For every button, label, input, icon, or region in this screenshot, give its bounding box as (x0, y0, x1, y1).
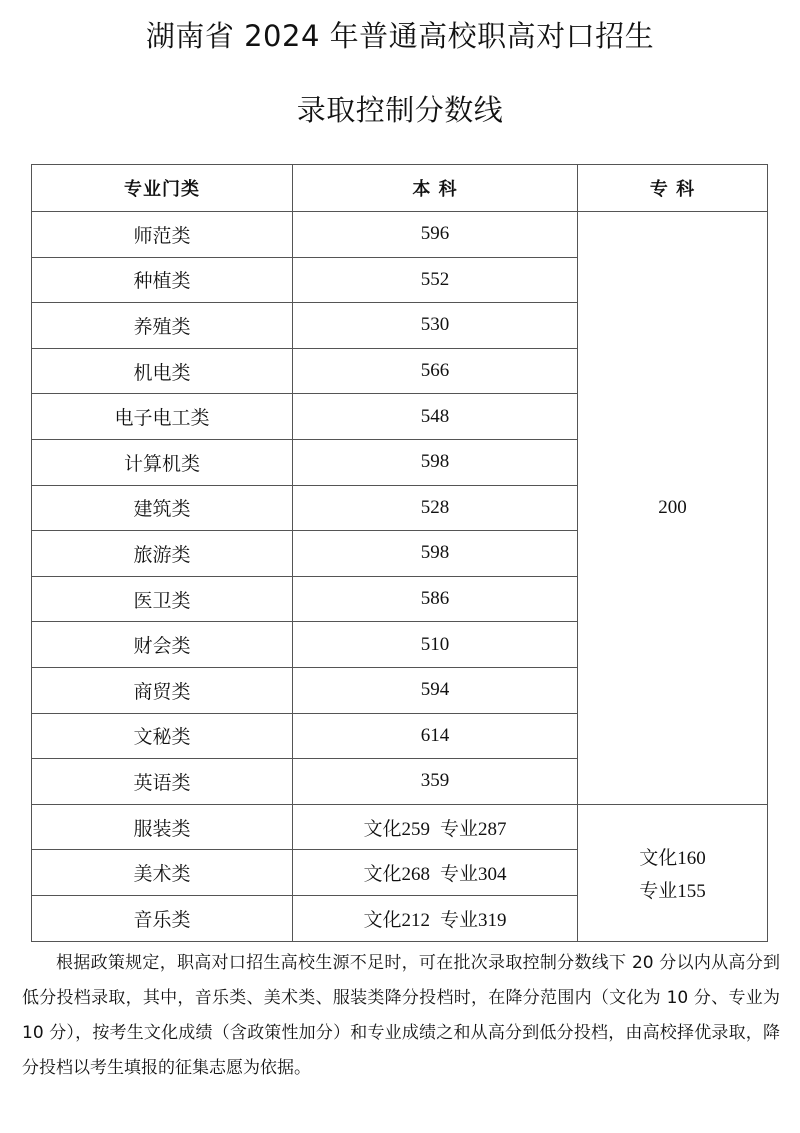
undergrad-score-cell: 596 (293, 212, 578, 258)
culture-score: 212 (401, 909, 430, 931)
page-title: 湖南省 2024 年普通高校职高对口招生 (145, 19, 655, 53)
category-cell: 养殖类 (32, 303, 293, 349)
major-label: 专业 (440, 817, 479, 840)
category-cell: 财会类 (32, 622, 293, 668)
culture-label: 文化 (363, 908, 402, 931)
major-label: 专业 (440, 908, 479, 931)
header-undergrad: 本 科 (293, 165, 578, 212)
undergrad-score-cell (293, 895, 578, 941)
culture-label: 文化 (639, 846, 678, 869)
undergrad-score-cell: 566 (293, 348, 578, 394)
category-cell: 医卫类 (32, 576, 293, 622)
major-line (578, 876, 767, 903)
undergrad-score-cell: 528 (293, 485, 578, 531)
category-cell: 旅游类 (32, 531, 293, 577)
major-score: 319 (478, 909, 507, 931)
culture-score: 160 (677, 847, 706, 869)
undergrad-score-cell: 530 (293, 303, 578, 349)
table-header-row (32, 165, 768, 212)
score-table (31, 164, 768, 942)
undergrad-score-cell: 359 (293, 759, 578, 805)
undergrad-score-cell: 598 (293, 531, 578, 577)
category-cell: 计算机类 (32, 439, 293, 485)
undergrad-score-cell: 548 (293, 394, 578, 440)
policy-note: 根据政策规定，职高对口招生高校生源不足时，可在批次录取控制分数线下 20 分以内从高分到低分投档录取，其中，音乐类、美术类、服装类降分投档时，在降分范围内（文化为 10 分、专业为 10 分），按考生文化成绩（含政策性加分）和专业成绩之和从高分到低分投档，由高校择优录取，降分投档以考生填报的征集志愿为依据。 (22, 953, 781, 1078)
undergrad-score-cell: 598 (293, 439, 578, 485)
major-score: 287 (478, 818, 507, 840)
category-cell: 机电类 (32, 348, 293, 394)
page-subtitle: 录取控制分数线 (296, 93, 504, 127)
category-cell: 英语类 (32, 759, 293, 805)
header-category: 专业门类 (32, 165, 293, 212)
culture-label: 文化 (363, 863, 402, 886)
major-score: 155 (677, 880, 706, 902)
undergrad-score-cell: 614 (293, 713, 578, 759)
table-row (32, 212, 768, 258)
category-cell: 种植类 (32, 257, 293, 303)
major-score: 304 (478, 864, 507, 886)
undergrad-score-cell: 586 (293, 576, 578, 622)
undergrad-score-cell (293, 850, 578, 896)
culture-score: 268 (401, 864, 430, 886)
header-junior-college: 专 科 (578, 165, 768, 212)
undergrad-score-cell (293, 804, 578, 850)
category-cell: 文秘类 (32, 713, 293, 759)
category-cell: 美术类 (32, 850, 293, 896)
category-cell: 商贸类 (32, 667, 293, 713)
culture-label: 文化 (363, 817, 402, 840)
table-row (32, 804, 768, 850)
culture-line (578, 843, 767, 870)
major-label: 专业 (440, 863, 479, 886)
undergrad-score-cell: 510 (293, 622, 578, 668)
major-label: 专业 (639, 879, 678, 902)
category-cell: 服装类 (32, 804, 293, 850)
junior-college-score-cell: 200 (578, 212, 768, 805)
category-cell: 师范类 (32, 212, 293, 258)
culture-score: 259 (401, 818, 430, 840)
category-cell: 音乐类 (32, 895, 293, 941)
category-cell: 建筑类 (32, 485, 293, 531)
junior-college-score-cell (578, 804, 768, 941)
undergrad-score-cell: 552 (293, 257, 578, 303)
category-cell: 电子电工类 (32, 394, 293, 440)
undergrad-score-cell: 594 (293, 667, 578, 713)
